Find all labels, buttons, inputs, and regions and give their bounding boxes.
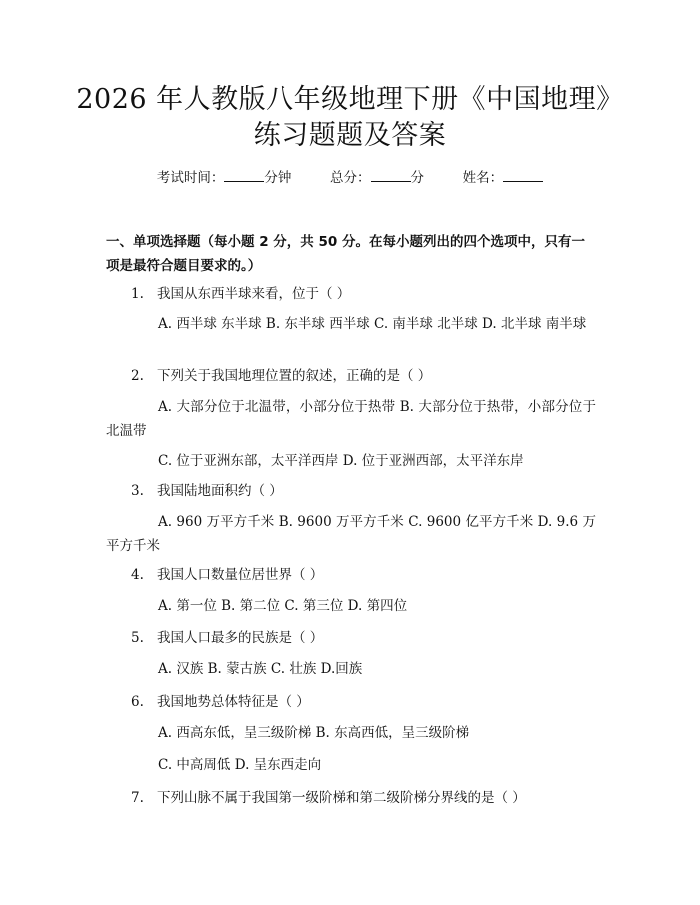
question-text: 下列关于我国地理位置的叙述，正确的是（ ） — [157, 368, 432, 384]
question-text: 我国人口数量位居世界（ ） — [157, 567, 324, 583]
question-2 — [131, 365, 431, 387]
exam-meta-line — [0, 168, 700, 188]
question-1 — [131, 283, 350, 305]
question-text: 下列山脉不属于我国第一级阶梯和第二级阶梯分界线的是（ ） — [157, 790, 526, 806]
section-heading: 一、单项选择题（每小题 2 分，共 50 分。在每小题列出的四个选项中，只有一项是最符合题目要求的。） — [106, 234, 585, 274]
question-2-options-c-d: C. 位于亚洲东部，太平洋西岸 D. 位于亚洲西部，太平洋东岸 — [158, 453, 524, 469]
question-2-options-a-b: A. 大部分位于北温带，小部分位于热带 B. 大部分位于热带，小部分位于北温带 — [106, 399, 596, 439]
time-unit: 分钟 — [264, 170, 292, 186]
question-4-options: A. 第一位 B. 第二位 C. 第三位 D. 第四位 — [158, 598, 408, 614]
document-title-line2: 练习题题及答案 — [253, 120, 447, 151]
score-blank — [371, 169, 411, 182]
question-number: 4. — [131, 567, 144, 583]
score-unit: 分 — [410, 170, 424, 186]
name-label: 姓名： — [462, 170, 504, 186]
question-7 — [131, 787, 526, 809]
question-3-options: A. 960 万平方千米 B. 9600 万平方千米 C. 9600 亿平方千米 D. 9.6 万平方千米 — [106, 514, 596, 554]
question-3 — [131, 480, 283, 502]
question-1-options: A. 西半球 东半球 B. 东半球 西半球 C. 南半球 北半球 D. 北半球 南半球 — [158, 316, 587, 332]
question-text: 我国从东西半球来看，位于（ ） — [157, 286, 351, 302]
time-label: 考试时间： — [156, 170, 225, 186]
question-4 — [131, 564, 323, 586]
question-5 — [131, 627, 323, 649]
question-text: 我国地势总体特征是（ ） — [157, 694, 310, 710]
question-6-options-a-b: A. 西高东低，呈三级阶梯 B. 东高西低，呈三级阶梯 — [158, 725, 470, 741]
question-6-options-c-d: C. 中高周低 D. 呈东西走向 — [158, 757, 322, 773]
question-5-options: A. 汉族 B. 蒙古族 C. 壮族 D.回族 — [158, 661, 363, 677]
document-title-line1: 2026 年人教版八年级地理下册《中国地理》 — [76, 84, 624, 115]
question-number: 6. — [131, 694, 144, 710]
question-number: 2. — [131, 368, 144, 384]
question-text: 我国陆地面积约（ ） — [157, 483, 283, 499]
time-blank — [224, 169, 264, 182]
score-label: 总分： — [330, 170, 371, 186]
name-blank — [503, 169, 543, 182]
question-number: 5. — [131, 630, 144, 646]
question-6 — [131, 691, 310, 713]
question-number: 7. — [131, 790, 144, 806]
question-number: 3. — [131, 483, 144, 499]
question-number: 1. — [131, 286, 144, 302]
question-text: 我国人口最多的民族是（ ） — [157, 630, 324, 646]
